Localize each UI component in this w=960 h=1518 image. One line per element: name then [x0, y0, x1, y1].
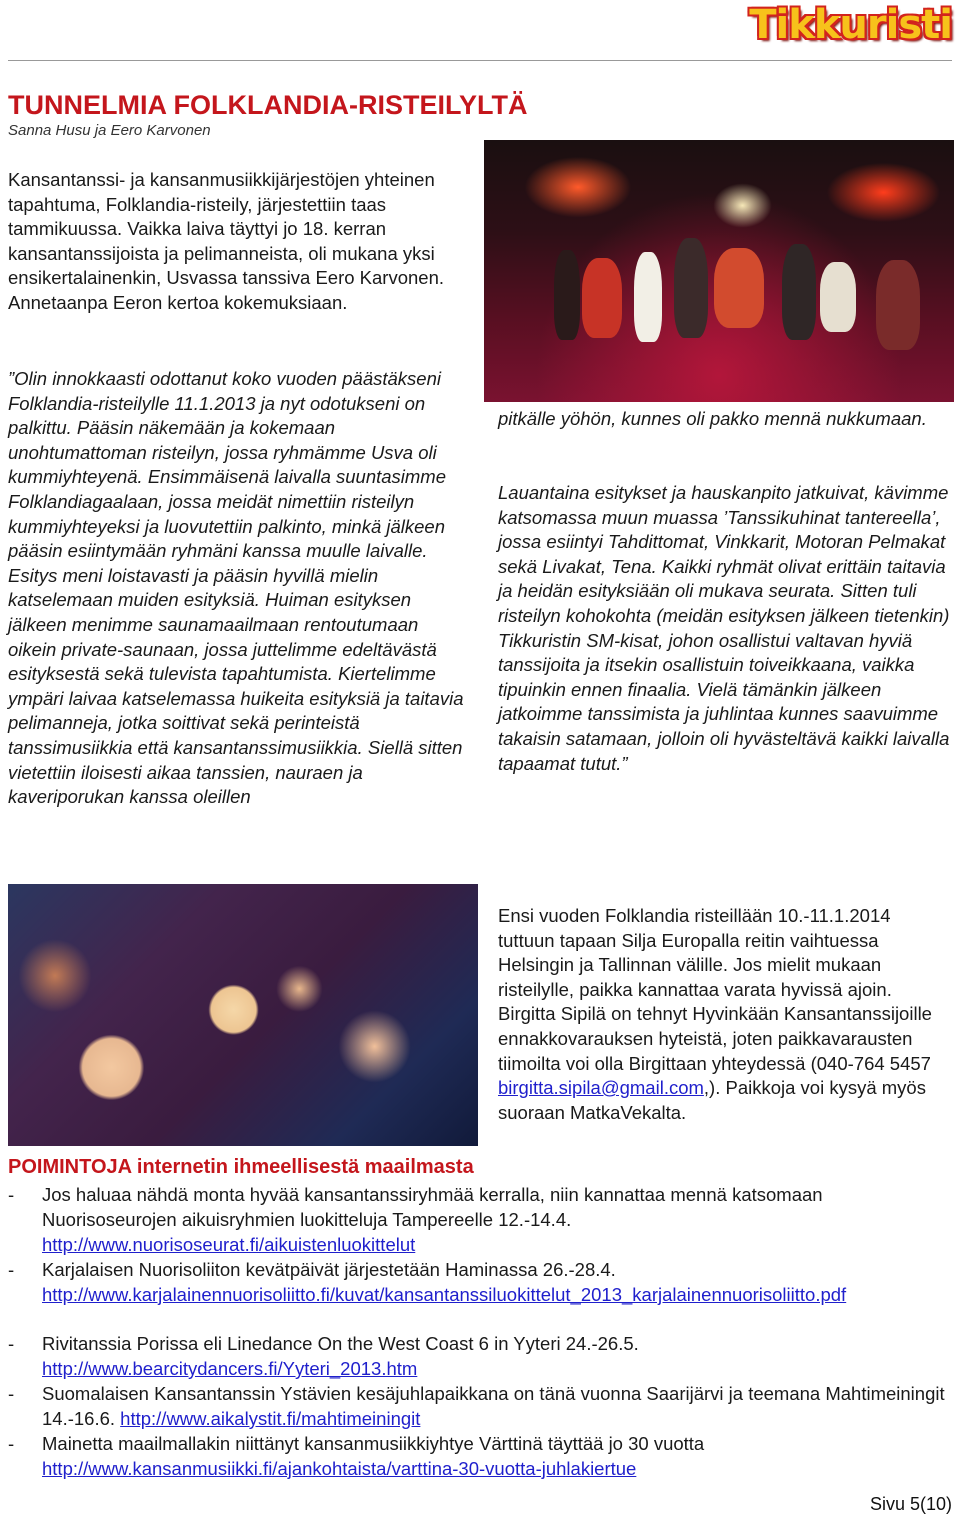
list-item-link[interactable]: http://www.karjalainennuorisoliitto.fi/kuvat/kansantanssiluokittelut_2013_karjalainennuorisoliitto.pdf	[42, 1283, 847, 1305]
article-quote-right-2: Lauantaina esitykset ja hauskanpito jatkuivat, kävimme katsomassa muun muassa ’Tanssikuhinat tantereella’, jossa esiintyi Tahdittomat, Vinkkarit, Motoran Pelmakat sekä Livakat, Tena. Kaikki ryhmät olivat erittäin taitavia ja heidän esityksiään oli mukava seurata. Sitten tuli risteilyn kohokohta (meidän esityksen jälkeen tietenkin) Tikkuristin SM-kisat, johon osallistui valtavan hyviä tanssijoita ja itsekin osallistuin toiveikkaana, vaikka tipuinkin ennen finaalia. Vielä tämänkin jälkeen jatkoimme tanssimista ja juhlintaa kunnes saavuimme takaisin satamaan, jolloin oli hyvästeltävä kaikki laivalla tapaamat tutut.”	[498, 482, 950, 774]
picks-title: POIMINTOJA internetin ihmeellisestä maailmasta	[8, 1156, 474, 1178]
page-number: Sivu 5(10)	[869, 1494, 952, 1514]
next-cruise-text: Ensi vuoden Folklandia risteillään 10.-11.1.2014 tuttuun tapaan Silja Europalla reitin vaihtuessa Helsingin ja Tallinnan välille. Jos mielit mukaan risteilylle, paikka kannattaa varata hyvissä ajoin. Birgitta Sipilä on tehnyt Hyvinkään Kansantanssijoille ennakkovarauksen hyteistä, joten paikkavarausten tiimoilta voi olla Birgittaan yhteydessä (040-764 5457	[498, 905, 932, 1074]
list-item-text: Karjalaisen Nuorisoliiton kevätpäivät järjestetään Haminassa 26.-28.4.	[42, 1259, 616, 1280]
tikkuristi-logo: Tikkuristi	[749, 2, 952, 48]
email-link[interactable]: birgitta.sipila@gmail.com	[498, 1077, 704, 1099]
list-item-text: Rivitanssia Porissa eli Linedance On the West Coast 6 in Yyteri 24.-26.5.	[42, 1333, 639, 1354]
next-cruise-text-end: ,). Paikkoja voi kysyä myös suoraan MatkaVekalta.	[498, 1077, 926, 1123]
article-quote-right-1: pitkälle yöhön, kunnes oli pakko mennä nukkumaan.	[498, 408, 927, 429]
list-dash: -	[8, 1383, 15, 1404]
article-quote-left: ”Olin innokkaasti odottanut koko vuoden päästäkseni Folklandia-risteilylle 11.1.2013 ja nyt odotukseni on palkittu. Pääsin näkemään ja kokemaan unohtumattoman risteilyn, jossa ryhmämme Usva oli kummiyhteyenä. Ensimmäisenä laivalla suuntasimme Folklandiagaalaan, jossa meidät nimettiin risteilyn kummiyhteyeksi ja luovutettiin palkinto, minkä jälkeen pääsin esiintymään ryhmäni kanssa muulle laivalle. Esitys meni loistavasti ja pääsin hyvillä mielin katselemaan muiden esityksiä. Huiman esityksen jälkeen menimme saunamaailmaan rentoutumaan oikein private-saunaan, jossa juttelimme edeltävästä esityksestä sekä tulevista tapahtumista. Kiertelimme ympäri laivaa katselemassa huikeita esityksiä ja taitavia pelimanneja, jotka soittivat sekä perinteistä tanssimusiikkia että kansantanssimusiikkia. Siellä sitten vietettiin iloisesti aikaa tanssien, nauraen ja kaveriporukan kanssa oleillen	[8, 368, 464, 808]
list-item	[8, 1258, 952, 1308]
article-authors: Sanna Husu ja Eero Karvonen	[8, 122, 211, 139]
list-item-text: Jos haluaa nähdä monta hyvää kansantanssiryhmää kerralla, niin kannattaa mennä katsomaan Nuorisoseurojen aikuisryhmien luokitteluja Tampereelle 12.-14.4.	[42, 1184, 823, 1230]
list-item-text: Suomalaisen Kansantanssin Ystävien kesäjuhlapaikkana on tänä vuonna Saarijärvi ja teemana Mahtimeiningit 14.-16.6.	[42, 1383, 945, 1429]
list-item	[8, 1332, 952, 1382]
header-divider	[8, 60, 952, 61]
sleeping-travellers-photo	[8, 884, 478, 1146]
list-dash: -	[8, 1333, 15, 1354]
folk-dance-photo	[484, 140, 954, 402]
list-dash: -	[8, 1184, 15, 1205]
article-title: TUNNELMIA FOLKLANDIA-RISTEILYLTÄ	[8, 90, 528, 120]
list-item-link[interactable]: http://www.bearcitydancers.fi/Yyteri_2013.htm	[42, 1357, 418, 1379]
list-dash: -	[8, 1259, 15, 1280]
next-cruise-info	[498, 904, 950, 1125]
list-item-link[interactable]: http://www.kansanmusiikki.fi/ajankohtaista/varttina-30-vuotta-juhlakiertue	[42, 1457, 637, 1479]
list-item	[8, 1432, 952, 1482]
article-intro: Kansantanssi- ja kansanmusiikkijärjestöjen yhteinen tapahtuma, Folklandia-risteily, järjestettiin taas tammikuussa. Vaikka laiva täyttyi jo 18. kerran kansantanssijoista ja pelimanneista, oli mukana yksi ensikertalainenkin, Usvassa tanssiva Eero Karvonen. Annetaanpa Eeron kertoa kokemuksiaan.	[8, 169, 445, 313]
list-item-link[interactable]: http://www.nuorisoseurat.fi/aikuistenluokittelut	[42, 1233, 416, 1255]
list-item	[8, 1183, 952, 1257]
list-item-link[interactable]: http://www.aikalystit.fi/mahtimeiningit	[120, 1407, 421, 1429]
list-item	[8, 1382, 952, 1432]
list-dash: -	[8, 1433, 15, 1454]
list-item-text: Mainetta maailmallakin niittänyt kansanmusiikkiyhtye Värttinä täyttää jo 30 vuotta	[42, 1433, 705, 1454]
